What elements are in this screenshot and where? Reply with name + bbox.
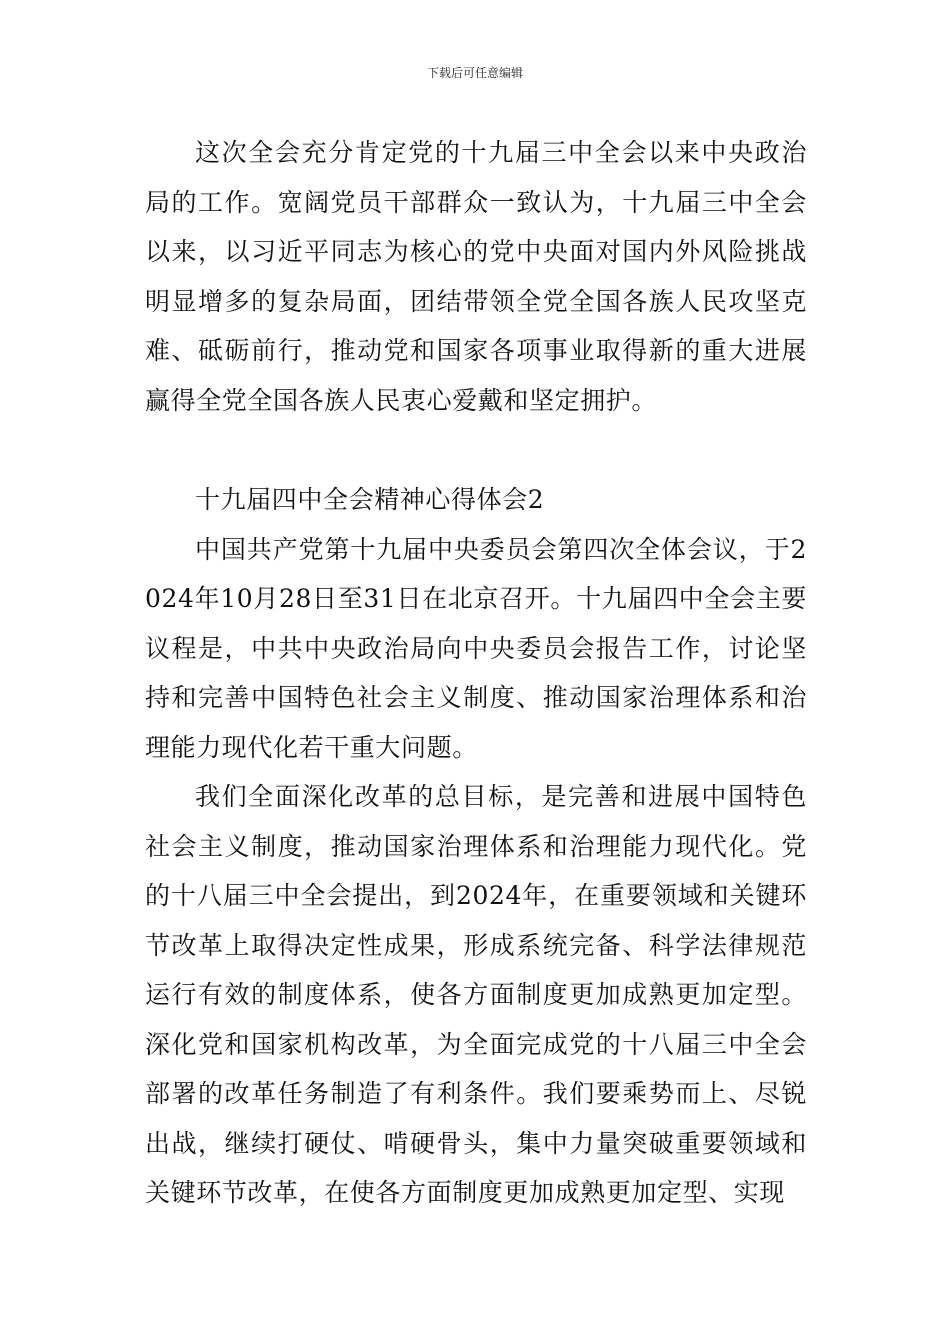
paragraph-reform-goal: 我们全面深化改革的总目标，是完善和进展中国特色社会主义制度，推动国家治理体系和治理能力现代化。党的十八届三中全会提出，到2024年，在重要领域和关键环节改革上取得决定性成果，形成系统完备、科学法律规范运行有效的制度体系，使各方面制度更加成熟更加定型。深化党和国家机构改革，为全面完成党的十八届三中全会部署的改革任务制造了有利条件。我们要乘势而上、尽锐出战，继续打硬仗、啃硬骨头，集中力量突破重要领域和关键环节改革，在使各方面制度更加成熟更加定型、实现 — [145, 782, 807, 1207]
section-gap — [145, 425, 807, 475]
paragraph-meeting-info: 中国共产党第十九届中央委员会第四次全体会议，于2024年10月28日至31日在北京召开。十九届四中全会主要议程是，中共中央政治局向中央委员会报告工作，讨论坚持和完善中国特色社会主义制度、推动国家治理体系和治理能力现代化若干重大问题。 — [145, 534, 807, 762]
page-header — [0, 64, 950, 82]
paragraph-plenary-review: 这次全会充分肯定党的十九届三中全会以来中央政治局的工作。宽阔党员干部群众一致认为，十九届三中全会以来，以习近平同志为核心的党中央面对国内外风险挑战明显增多的复杂局面，团结带领全党全国各族人民攻坚克难、砥砺前行，推动党和国家各项事业取得新的重大进展赢得全党全国各族人民衷心爱戴和坚定拥护。 — [145, 138, 807, 415]
section-heading: 十九届四中全会精神心得体会2 — [195, 485, 545, 514]
document-body — [145, 128, 807, 1218]
header-note: 下载后可任意编辑 — [426, 66, 523, 80]
